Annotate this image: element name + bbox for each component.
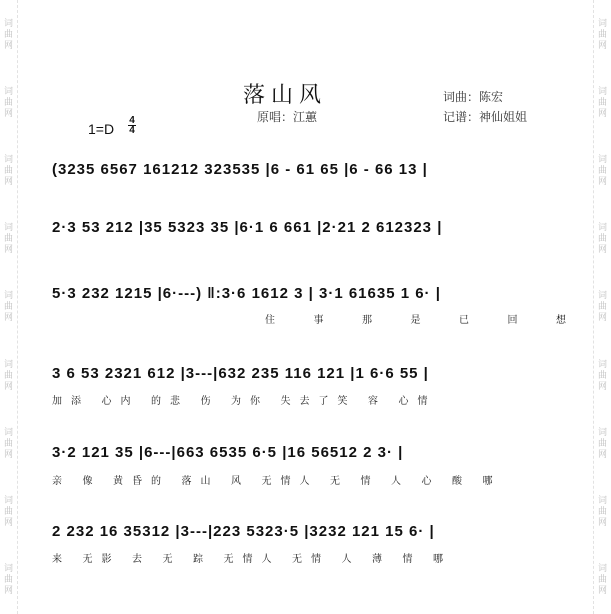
score-line-3: 5·3 232 1215 |6·---) ‖:3·6 1612 3 | 3·1 61635 1 6· | xyxy=(52,285,441,302)
lyric-line-3: 住 事 那 是 已 回 想 xyxy=(265,315,584,326)
watermark: 词 曲 网 xyxy=(3,222,13,255)
right-watermark-strip xyxy=(593,0,611,614)
key-signature: 1=D xyxy=(88,121,115,137)
left-watermark-strip xyxy=(0,0,18,614)
score-line-1: (3235 6567 161212 323535 |6 - 61 65 |6 - 66 13 | xyxy=(52,161,428,178)
lyric-line-6: 来 无影 去 无 踪 无情人 无情 人 薄 情 哪 xyxy=(52,554,452,565)
lyric-line-5: 亲 像 黄昏的 落山 风 无情人 无 情 人 心 酸 哪 xyxy=(52,476,502,487)
time-signature xyxy=(128,116,136,135)
watermark: 词 曲 网 xyxy=(3,85,13,118)
watermark: 词 曲 网 xyxy=(597,17,607,50)
score-line-4: 3 6 53 2321 612 |3---|632 235 116 121 |1 6·6 55 | xyxy=(52,365,429,382)
watermark: 词 曲 网 xyxy=(597,222,607,255)
score-line-5: 3·2 121 35 |6---|663 6535 6·5 |16 56512 2 3· | xyxy=(52,444,404,461)
watermark: 词 曲 网 xyxy=(3,563,13,596)
watermark: 词 曲 网 xyxy=(3,290,13,323)
watermark: 词 曲 网 xyxy=(597,563,607,596)
lyricist-composer: 词曲：陈宏 xyxy=(443,90,504,104)
time-signature-top: 4 xyxy=(129,115,135,126)
watermark: 词 曲 网 xyxy=(597,154,607,187)
watermark: 词 曲 网 xyxy=(3,17,13,50)
watermark: 词 曲 网 xyxy=(3,426,13,459)
watermark: 词 曲 网 xyxy=(3,495,13,528)
watermark: 词 曲 网 xyxy=(3,154,13,187)
original-singer: 原唱：江蕙 xyxy=(257,110,318,124)
score-line-6: 2 232 16 35312 |3---|223 5323·5 |3232 121 15 6· | xyxy=(52,523,435,540)
watermark: 词 曲 网 xyxy=(597,426,607,459)
watermark: 词 曲 网 xyxy=(3,358,13,391)
watermark: 词 曲 网 xyxy=(597,290,607,323)
watermark: 词 曲 网 xyxy=(597,85,607,118)
lyric-line-4: 加添 心内 的悲 伤 为你 失去了笑 容 心情 xyxy=(52,396,437,407)
song-title: 落山风 xyxy=(243,83,328,108)
watermark: 词 曲 网 xyxy=(597,495,607,528)
transcriber: 记谱：神仙姐姐 xyxy=(443,110,528,124)
watermark: 词 曲 网 xyxy=(597,358,607,391)
time-signature-bottom: 4 xyxy=(129,125,135,136)
score-line-2: 2·3 53 212 |35 5323 35 |6·1 6 661 |2·21 2 612323 | xyxy=(52,219,443,236)
